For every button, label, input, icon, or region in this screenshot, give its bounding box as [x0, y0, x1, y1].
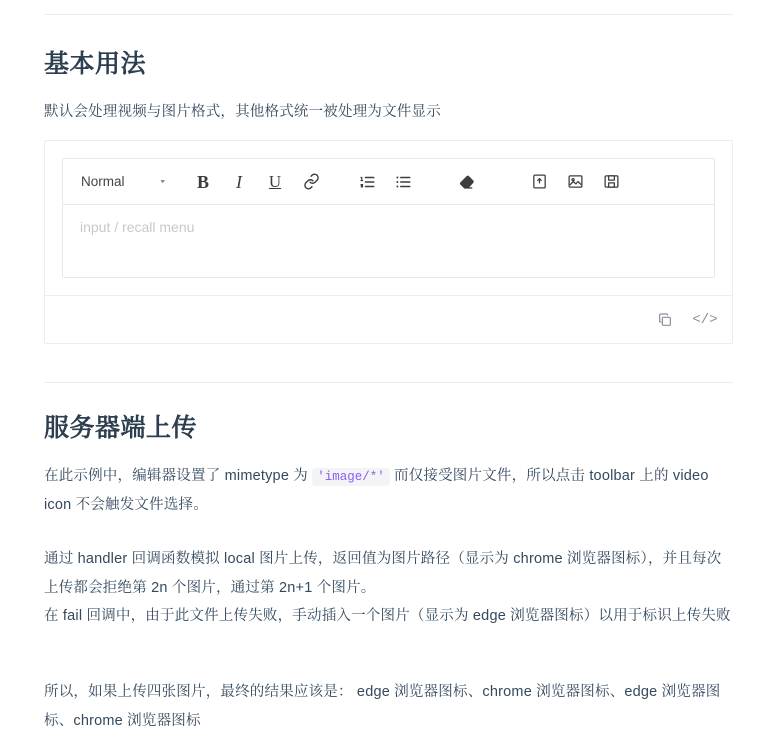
video-icon[interactable] [598, 169, 624, 195]
rich-text-editor[interactable] [62, 158, 715, 278]
copy-icon[interactable] [656, 311, 674, 329]
editor-toolbar [63, 159, 714, 205]
editor-demo-body [45, 141, 732, 278]
bold-button[interactable]: B [196, 171, 209, 192]
editor-demo-card [44, 140, 733, 344]
demo-footer [45, 295, 732, 343]
paragraph-1-part-b: 而仅接受图片文件，所以点击 toolbar 上的 video icon 不会触发文件选择。 [44, 468, 709, 513]
server-paragraph-1 [44, 462, 733, 520]
paragraph-1-part-a: 在此示例中，编辑器设置了 mimetype 为 [44, 468, 309, 484]
eraser-icon[interactable] [454, 169, 480, 195]
section-divider [44, 382, 733, 383]
ordered-list-icon[interactable] [354, 169, 380, 195]
server-section-title: 服务器端上传 [44, 414, 198, 442]
chevron-down-icon: ▾ [160, 177, 165, 186]
view-source-icon[interactable]: </> [692, 311, 718, 328]
editor-placeholder: input / recall menu [80, 219, 195, 235]
basic-description: 默认会处理视频与图片格式，其他格式统一被处理为文件显示 [44, 104, 441, 120]
top-divider [44, 14, 733, 15]
editor-content-area[interactable] [63, 205, 714, 277]
file-icon[interactable] [526, 169, 552, 195]
mimetype-code: 'image/*' [312, 468, 390, 486]
server-paragraph-2: 通过 handler 回调函数模拟 local 图片上传，返回值为图片路径（显示为 chrome 浏览器图标），并且每次上传都会拒绝第 2n 个图片，通过第 2n+1 个图片。 [44, 551, 722, 596]
underline-button[interactable]: U [268, 172, 282, 191]
format-select-value: Normal [81, 174, 125, 189]
bullet-list-icon[interactable] [390, 169, 416, 195]
format-select[interactable] [77, 169, 169, 195]
image-icon[interactable] [562, 169, 588, 195]
server-paragraph-3: 在 fail 回调中，由于此文件上传失败，手动插入一个图片（显示为 edge 浏览器图标）以用于标识上传失败 [44, 608, 731, 624]
link-icon[interactable] [298, 169, 324, 195]
server-paragraph-4: 所以，如果上传四张图片，最终的结果应该是： edge 浏览器图标、chrome 浏览器图标、edge 浏览器图标、chrome 浏览器图标 [44, 684, 721, 729]
page-title: 基本用法 [44, 50, 147, 78]
italic-button[interactable]: I [236, 171, 242, 192]
